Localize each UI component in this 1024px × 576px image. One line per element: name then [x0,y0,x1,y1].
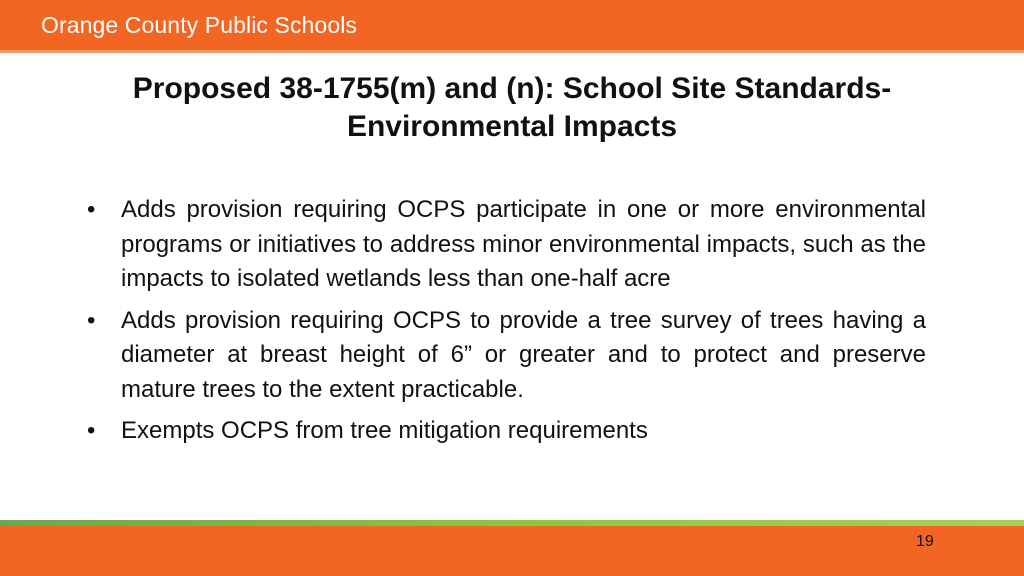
bullet-item-tree-mitigation [82,414,926,449]
bullet-item-environmental-programs [82,193,926,297]
header-divider [0,50,1024,53]
bullet-text: Adds provision requiring OCPS to provide a tree survey of trees having a diameter at breast height of 6” or greater and to protect and preserve mature trees to the extent practicable. [121,306,926,403]
bullet-dot-icon: • [87,196,96,223]
bullet-dot-icon: • [87,306,96,334]
footer-band [0,526,1024,576]
page-number: 19 [916,533,934,550]
slide-title-line-2: Environmental Impacts [346,110,678,143]
bullet-list [82,193,926,456]
slide-title-line-1: Proposed 38-1755(m) and (n): School Site Standards- [132,72,892,105]
bullet-text: Exempts OCPS from tree mitigation requirements [121,417,648,444]
slide-title [40,70,984,146]
organization-name: Orange County Public Schools [41,12,358,38]
bullet-item-tree-survey [82,304,926,408]
bullet-text: Adds provision requiring OCPS participate in one or more environmental programs or initiatives to address minor environmental impacts, such as the impacts to isolated wetlands less than one-half acre [121,196,926,292]
bullet-dot-icon: • [87,417,96,444]
